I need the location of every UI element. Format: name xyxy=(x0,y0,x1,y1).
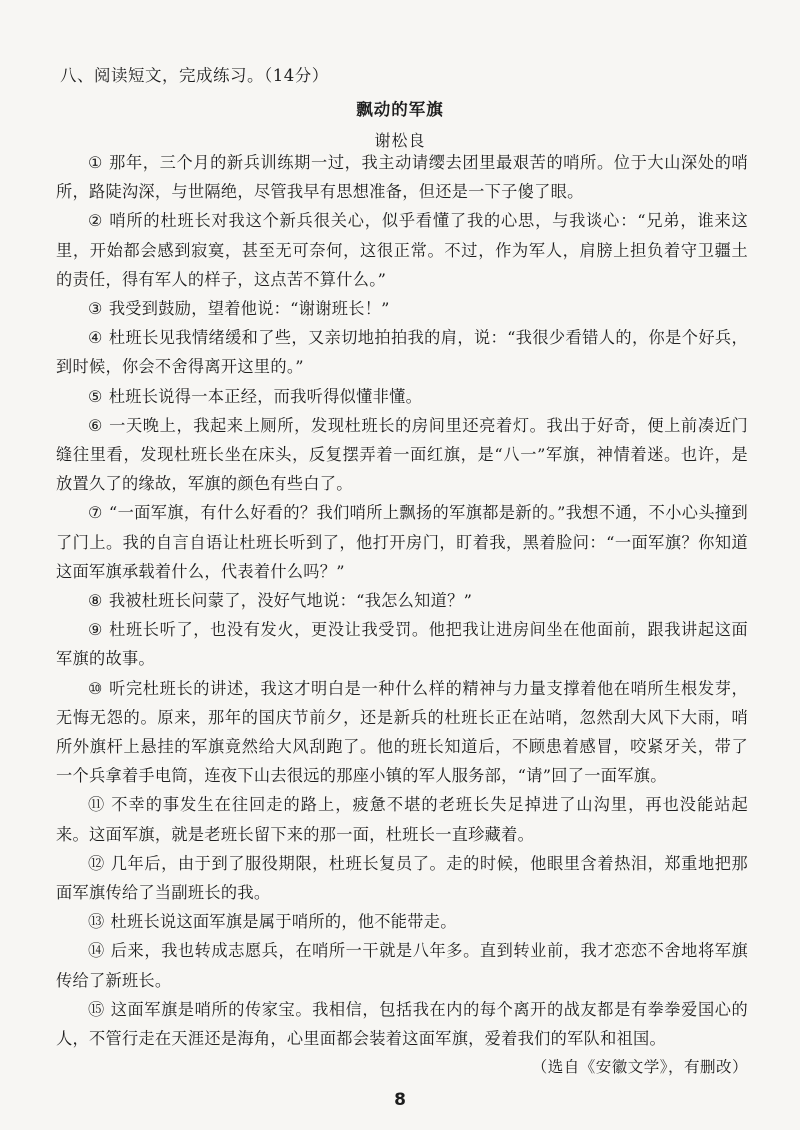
paragraph-5 xyxy=(56,382,748,411)
paragraph-10 xyxy=(56,674,748,791)
paragraph-3 xyxy=(56,294,748,323)
page-number: 8 xyxy=(394,1090,406,1110)
paragraph-14 xyxy=(56,936,748,994)
paragraph-15 xyxy=(56,995,748,1053)
paragraph-text: “一面军旗，有什么好看的？我们哨所上飘扬的军旗都是新的。”我想不通，不小心头撞到了门上。我的自言自语让杜班长听到了，他打开房门，盯着我，黑着脸问：“一面军旗？你知道这面军旗承载着什么，代表着什么吗？” xyxy=(56,503,748,581)
paragraph-number: ⑦ xyxy=(88,503,103,523)
paragraph-number: ③ xyxy=(88,299,103,319)
paragraph-text: 听完杜班长的讲述，我这才明白是一种什么样的精神与力量支撑着他在哨所生根发芽，无悔无怨的。原来，那年的国庆节前夕，还是新兵的杜班长正在站哨，忽然刮大风下大雨，哨所外旗杆上悬挂的军旗竟然给大风刮跑了。他的班长知道后，不顾患着感冒，咬紧牙关，带了一个兵拿着手电筒，连夜下山去很远的那座小镇的军人服务部，“请”回了一面军旗。 xyxy=(56,678,749,786)
article-body xyxy=(56,148,748,1053)
paragraph-text: 杜班长说这面军旗是属于哨所的，他不能带走。 xyxy=(110,912,457,932)
paragraph-8 xyxy=(56,586,748,615)
article-author: 谢松良 xyxy=(374,131,426,150)
paragraph-11 xyxy=(56,790,748,848)
paragraph-7 xyxy=(56,498,748,586)
paragraph-number: ⑧ xyxy=(88,591,103,611)
source-citation: （选自《安徽文学》，有删改） xyxy=(531,1058,748,1076)
paragraph-text: 不幸的事发生在往回走的路上，疲惫不堪的老班长失足掉进了山沟里，再也没能站起来。这面军旗，就是老班长留下来的那一面，杜班长一直珍藏着。 xyxy=(56,795,748,844)
paragraph-number: ② xyxy=(88,211,104,231)
paragraph-text: 一天晚上，我起来上厕所，发现杜班长的房间里还亮着灯。我出于好奇，便上前凑近门缝往里看，发现杜班长坐在床头，反复摆弄着一面红旗，是“八一”军旗，神情着迷。也许，是放置久了的缘故，军旗的颜色有些白了。 xyxy=(56,415,749,494)
paragraph-text: 杜班长见我情绪缓和了些，又亲切地拍拍我的肩，说：“我很少看错人的，你是个好兵，到时候，你会不舍得离开这里的。” xyxy=(56,328,748,377)
paragraph-number: ⑮ xyxy=(88,999,105,1019)
paragraph-number: ⑥ xyxy=(88,415,104,435)
paragraph-text: 几年后，由于到了服役期限，杜班长复员了。走的时候，他眼里含着热泪，郑重地把那面军旗传给了当副班长的我。 xyxy=(56,853,748,903)
paragraph-number: ⑫ xyxy=(88,853,105,873)
paragraph-13 xyxy=(56,907,748,936)
paragraph-text: 杜班长说得一本正经，而我听得似懂非懂。 xyxy=(108,386,423,406)
paragraph-6 xyxy=(56,411,748,499)
paragraph-number: ⑬ xyxy=(88,912,105,932)
paragraph-text: 哨所的杜班长对我这个新兵很关心，似乎看懂了我的心思，与我谈心：“兄弟，谁来这里，开始都会感到寂寞，甚至无可奈何，这很正常。不过，作为军人，肩膀上担负着守卫疆土的责任，得有军人的样子，这点苦不算什么。” xyxy=(56,211,748,289)
paragraph-number: ④ xyxy=(88,328,103,348)
article-title: 飘动的军旗 xyxy=(356,100,444,119)
paragraph-text: 这面军旗是哨所的传家宝。我相信，包括我在内的每个离开的战友都是有拳拳爱国心的人，不管行走在天涯还是海角，心里面都会装着这面军旗，爱着我们的军队和祖国。 xyxy=(56,999,748,1049)
paragraph-1 xyxy=(56,148,748,206)
paragraph-12 xyxy=(56,849,748,907)
paragraph-text: 我被杜班长问蒙了，没好气地说：“我怎么知道？” xyxy=(108,591,473,611)
question-header: 八、阅读短文，完成练习。（14分） xyxy=(60,66,329,85)
paragraph-4 xyxy=(56,323,748,381)
paragraph-9 xyxy=(56,615,748,673)
paragraph-text: 那年，三个月的新兵训练期一过，我主动请缨去团里最艰苦的哨所。位于大山深处的哨所，路陡沟深，与世隔绝，尽管我早有思想准备，但还是一下子傻了眼。 xyxy=(56,153,749,202)
paragraph-number: ⑨ xyxy=(88,620,104,640)
paragraph-number: ⑪ xyxy=(88,795,106,815)
paragraph-number: ⑩ xyxy=(88,678,104,698)
paragraph-number: ⑤ xyxy=(88,386,103,406)
paragraph-number: ⑭ xyxy=(88,941,105,961)
paragraph-text: 我受到鼓励，望着他说：“谢谢班长！” xyxy=(108,299,390,319)
paragraph-text: 后来，我也转成志愿兵，在哨所一干就是八年多。直到转业前，我才恋恋不舍地将军旗传给了新班长。 xyxy=(56,941,748,990)
paragraph-2 xyxy=(56,206,748,294)
paragraph-text: 杜班长听了，也没有发火，更没让我受罚。他把我让进房间坐在他面前，跟我讲起这面军旗的故事。 xyxy=(56,620,749,669)
paragraph-number: ① xyxy=(88,153,104,172)
